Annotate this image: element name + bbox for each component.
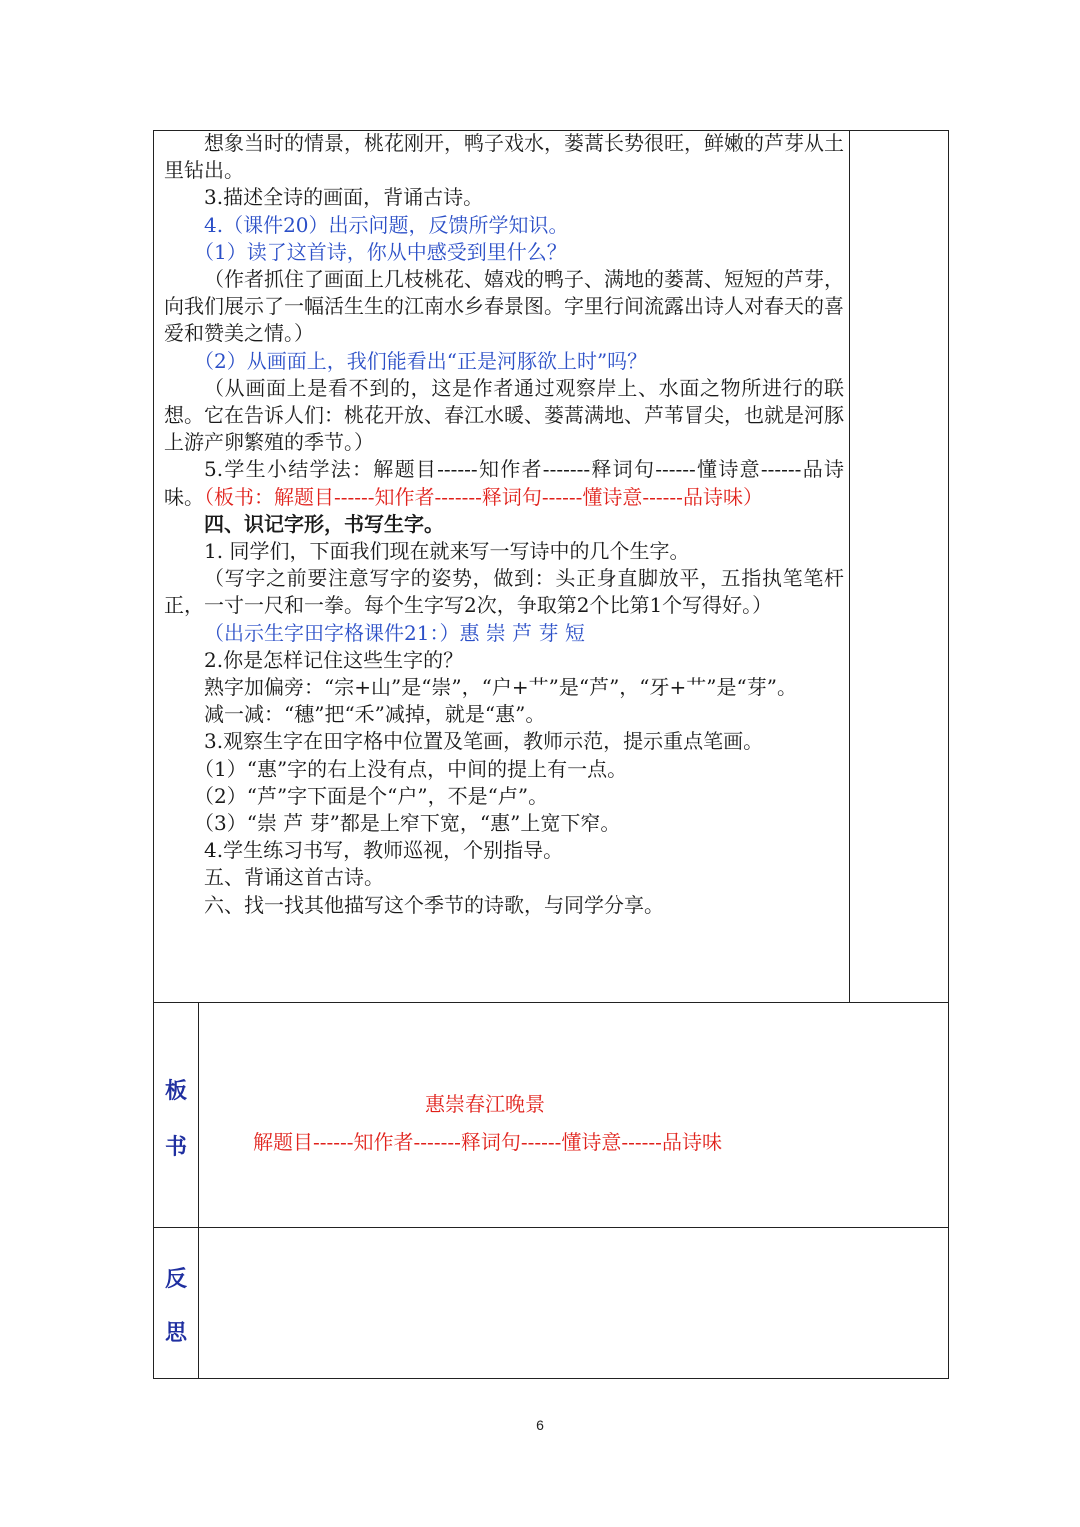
section-4-step-2a: 熟字加偏旁：“宗+山”是“崇”，“户+艹”是“芦”，“牙+艹”是“芽”。 — [204, 675, 797, 700]
section-4-step-2: 2.你是怎样记住这些生字的？ — [204, 647, 464, 672]
section-4-step-3a: （1）“惠”字的右上没有点，中间的提上有一点。 — [194, 756, 628, 781]
answer-1: （作者抓住了画面上几枝桃花、嬉戏的鸭子、满地的蒌蒿、短短的芦芽，向我们展示了一幅活生生的江南水乡春景图。字里行间流露出诗人对春天的喜爱和赞美之情。） — [164, 267, 844, 346]
step-4: 4.（课件20）出示问题，反馈所学知识。 — [204, 212, 569, 237]
board-label-char-2: 书 — [164, 1134, 187, 1160]
section-4-characters: （出示生字田字格课件21：）惠 崇 芦 芽 短 — [204, 620, 585, 645]
section-4-step-2b: 减一减：“穗”把“禾”减掉，就是“惠”。 — [204, 702, 546, 727]
step-5 — [164, 456, 844, 510]
table-border-right — [948, 130, 949, 1379]
reflection-label-char-2: 思 — [164, 1320, 187, 1346]
table-row-divider-1 — [153, 1002, 949, 1003]
page-number: 6 — [536, 1417, 544, 1433]
table-border-left — [153, 130, 154, 1379]
table-divider-remarks — [849, 130, 850, 1002]
section-4-step-1: 1. 同学们，下面我们现在就来写一写诗中的几个生字。 — [204, 539, 690, 564]
question-2: （2）从画面上，我们能看出“正是河豚欲上时”吗？ — [194, 348, 648, 373]
teaching-procedure — [164, 130, 844, 919]
section-4-step-4: 4.学生练习书写，教师巡视，个别指导。 — [204, 838, 564, 863]
answer-2: （从画面上是看不到的，这是作者通过观察岸上、水面之物所进行的联想。它在告诉人们：桃花开放、春江水暖、蒌蒿满地、芦苇冒尖，也就是河豚上游产卵繁殖的季节。） — [164, 375, 844, 455]
step-3: 3.描述全诗的画面，背诵古诗。 — [204, 185, 484, 210]
section-4-step-3b: （2）“芦”字下面是个“户”，不是“卢”。 — [194, 783, 549, 808]
section-5-heading: 五、背诵这首古诗。 — [204, 865, 384, 890]
step-5-board-note: （板书：解题目------知作者-------释词句------懂诗意------品诗味） — [204, 484, 763, 509]
table-label-divider — [198, 1002, 199, 1378]
section-4-step-3c: （3）“崇 芦 芽”都是上窄下宽，“惠”上宽下窄。 — [194, 811, 621, 836]
table-row-divider-2 — [153, 1227, 949, 1228]
step-5-text: 5.学生小结学法：解题目------知作者-------释词句------懂诗意------品诗味。 — [164, 457, 844, 509]
reflection-label-char-1: 反 — [164, 1266, 187, 1292]
section-4-step-3: 3.观察生字在田字格中位置及笔画，教师示范，提示重点笔画。 — [204, 729, 764, 754]
section-4-heading: 四、识记字形，书写生字。 — [204, 511, 444, 536]
table-border-bottom — [153, 1378, 949, 1379]
paragraph-scene: 想象当时的情景，桃花刚开，鸭子戏水，蒌蒿长势很旺，鲜嫩的芦芽从土里钻出。 — [164, 131, 844, 183]
question-1: （1）读了这首诗，你从中感受到里什么？ — [194, 239, 567, 264]
board-method: 解题目------知作者-------释词句------懂诗意------品诗味 — [253, 1130, 722, 1154]
board-title: 惠崇春江晚景 — [425, 1092, 545, 1116]
section-4-note: （写字之前要注意写字的姿势，做到：头正身直脚放平，五指执笔笔杆正，一寸一尺和一拳。每个生字写2次，争取第2个比第1个写得好。） — [164, 566, 844, 618]
section-6-heading: 六、找一找其他描写这个季节的诗歌，与同学分享。 — [204, 892, 664, 917]
board-label-char-1: 板 — [164, 1078, 187, 1104]
